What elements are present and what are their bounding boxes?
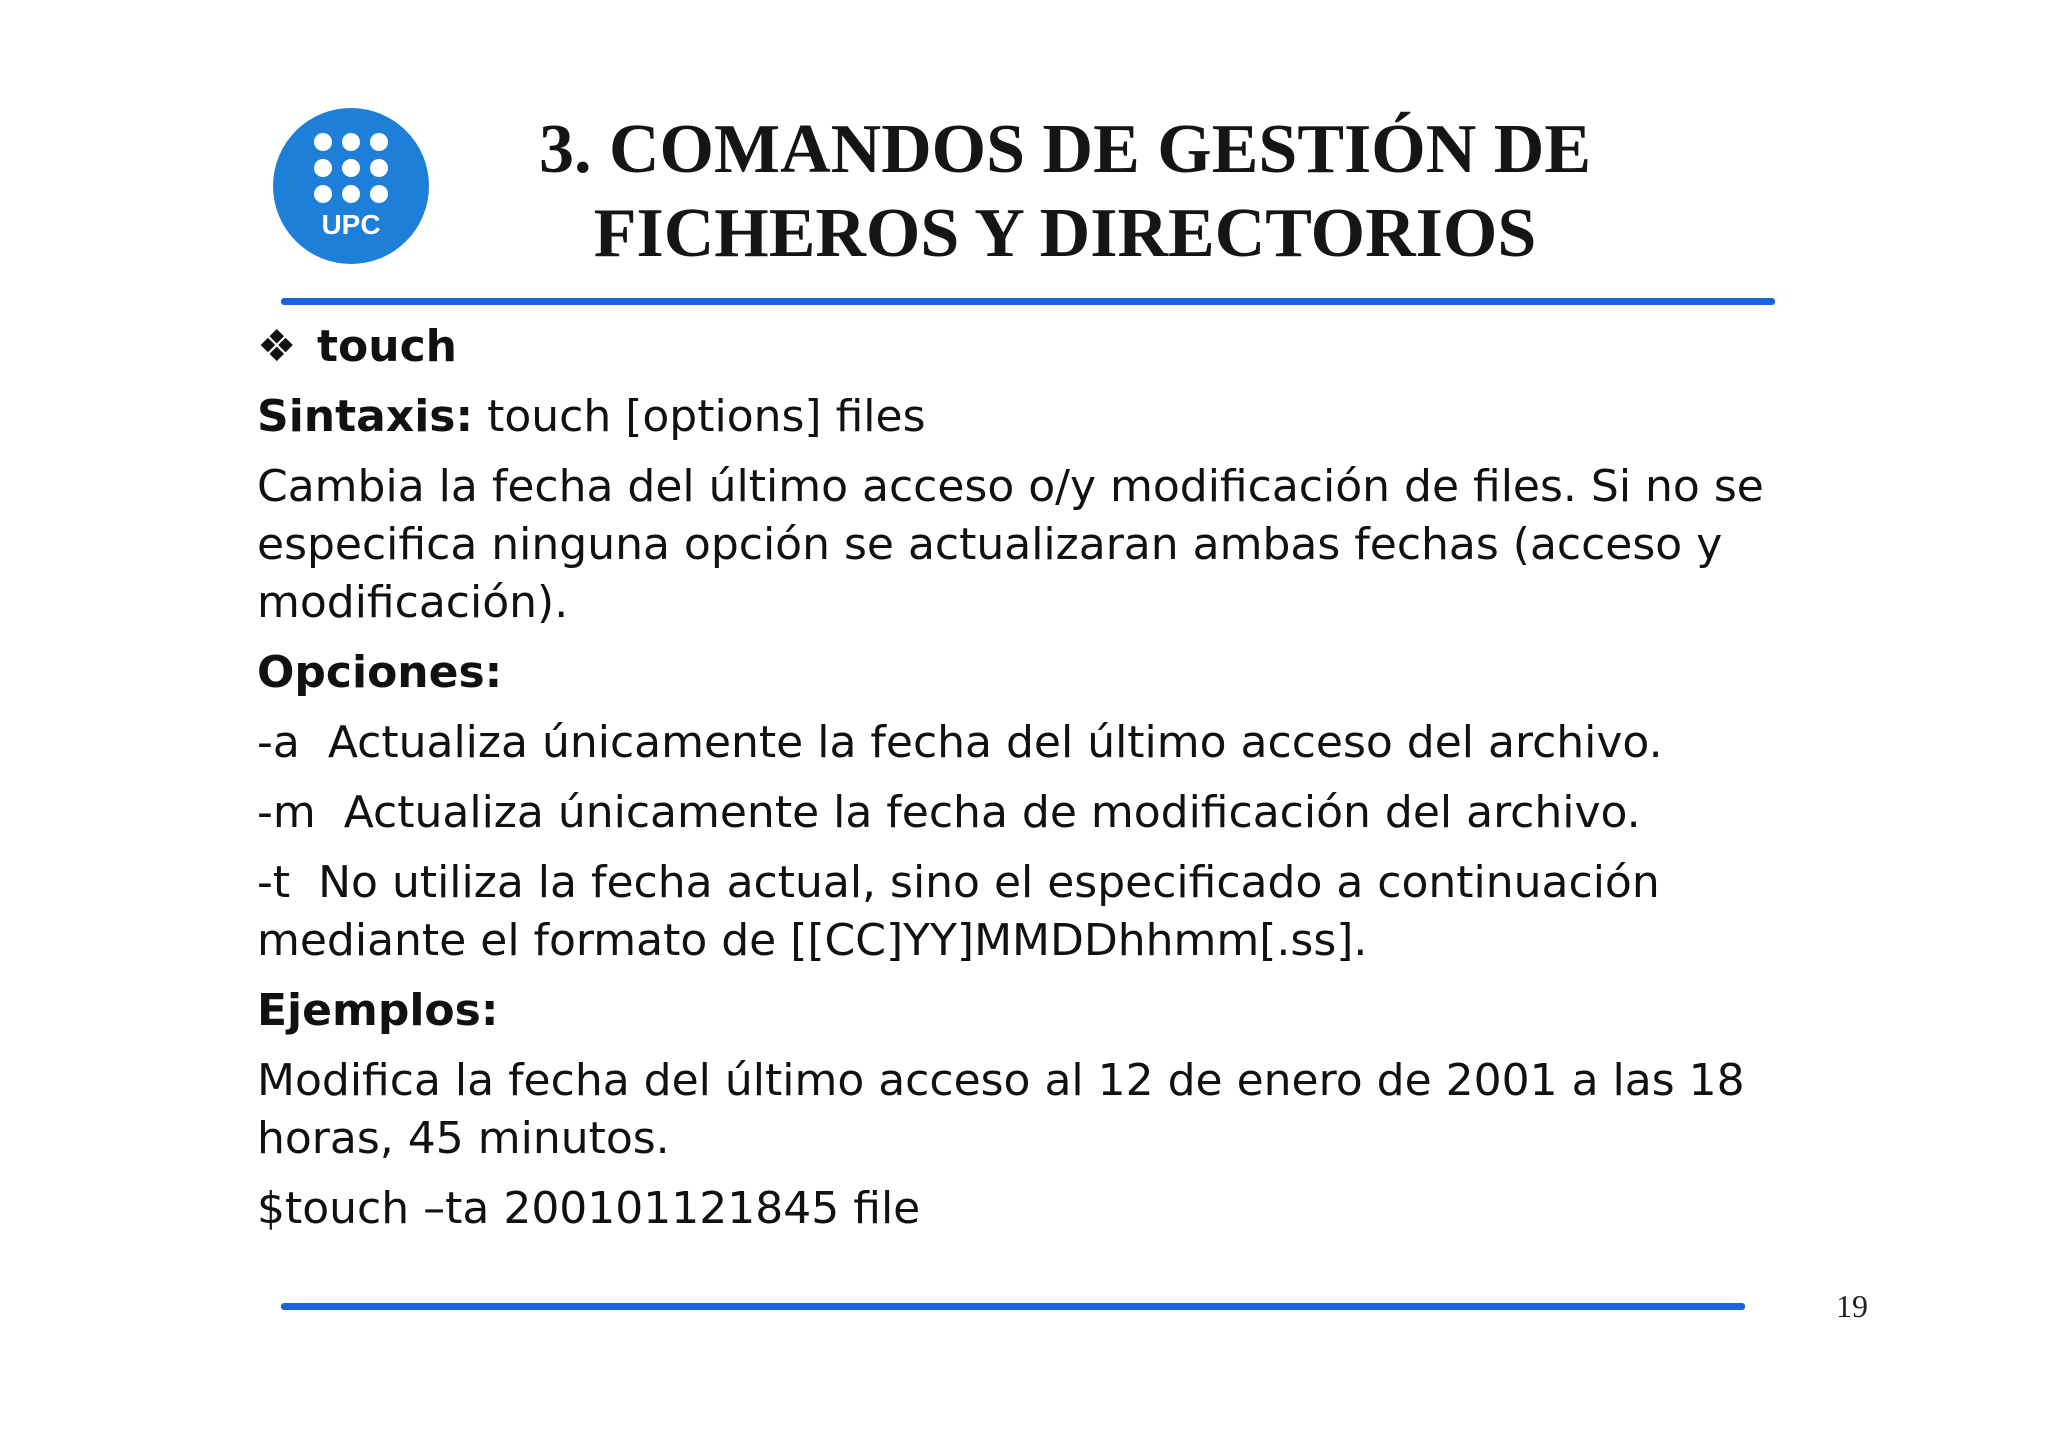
options-label: Opciones: — [257, 647, 503, 698]
option-flag: -a — [257, 717, 300, 768]
slide-body — [257, 318, 1817, 1238]
bottom-divider — [281, 1303, 1745, 1310]
option-text: Actualiza únicamente la fecha de modificación del archivo. — [343, 787, 1641, 838]
command-heading — [257, 318, 1817, 376]
command-name: touch — [317, 321, 457, 372]
upc-logo-icon — [271, 106, 431, 266]
option-text: Actualiza únicamente la fecha del último acceso del archivo. — [327, 717, 1663, 768]
title-line-2: FICHEROS Y DIRECTORIOS — [593, 195, 1537, 272]
logo-text: UPC — [321, 209, 381, 240]
description-line: modificación). — [257, 577, 569, 628]
option-m — [257, 784, 1817, 842]
option-text-continued: mediante el formato de [[CC]YY]MMDDhhmm[.ss]. — [257, 915, 1368, 966]
option-t-line — [257, 854, 1817, 912]
upc-logo — [271, 106, 431, 266]
syntax-line — [257, 388, 1817, 446]
description — [257, 458, 1817, 632]
option-t — [257, 854, 1817, 970]
top-divider — [281, 298, 1775, 305]
option-text: No utiliza la fecha actual, sino el especificado a continuación — [318, 857, 1660, 908]
description-line: especifica ninguna opción se actualizaran ambas fechas (acceso y — [257, 519, 1723, 570]
example-description-line: horas, 45 minutos. — [257, 1113, 670, 1164]
example-description-line: Modifica la fecha del último acceso al 12 de enero de 2001 a las 18 — [257, 1055, 1745, 1106]
page-number: 19 — [1836, 1288, 1868, 1324]
syntax-label: Sintaxis: — [257, 391, 474, 442]
title-line-1: 3. COMANDOS DE GESTIÓN DE — [538, 111, 1592, 188]
example-description — [257, 1052, 1817, 1168]
option-flag: -t — [257, 857, 291, 908]
diamond-bullet-icon: ❖ — [257, 321, 297, 372]
description-line: Cambia la fecha del último acceso o/y modificación de files. Si no se — [257, 461, 1764, 512]
option-flag: -m — [257, 787, 316, 838]
examples-label: Ejemplos: — [257, 985, 499, 1036]
option-a — [257, 714, 1817, 772]
syntax-value: touch [options] files — [487, 391, 926, 442]
example-command: $touch –ta 200101121845 file — [257, 1183, 921, 1234]
page-title — [520, 108, 1610, 276]
